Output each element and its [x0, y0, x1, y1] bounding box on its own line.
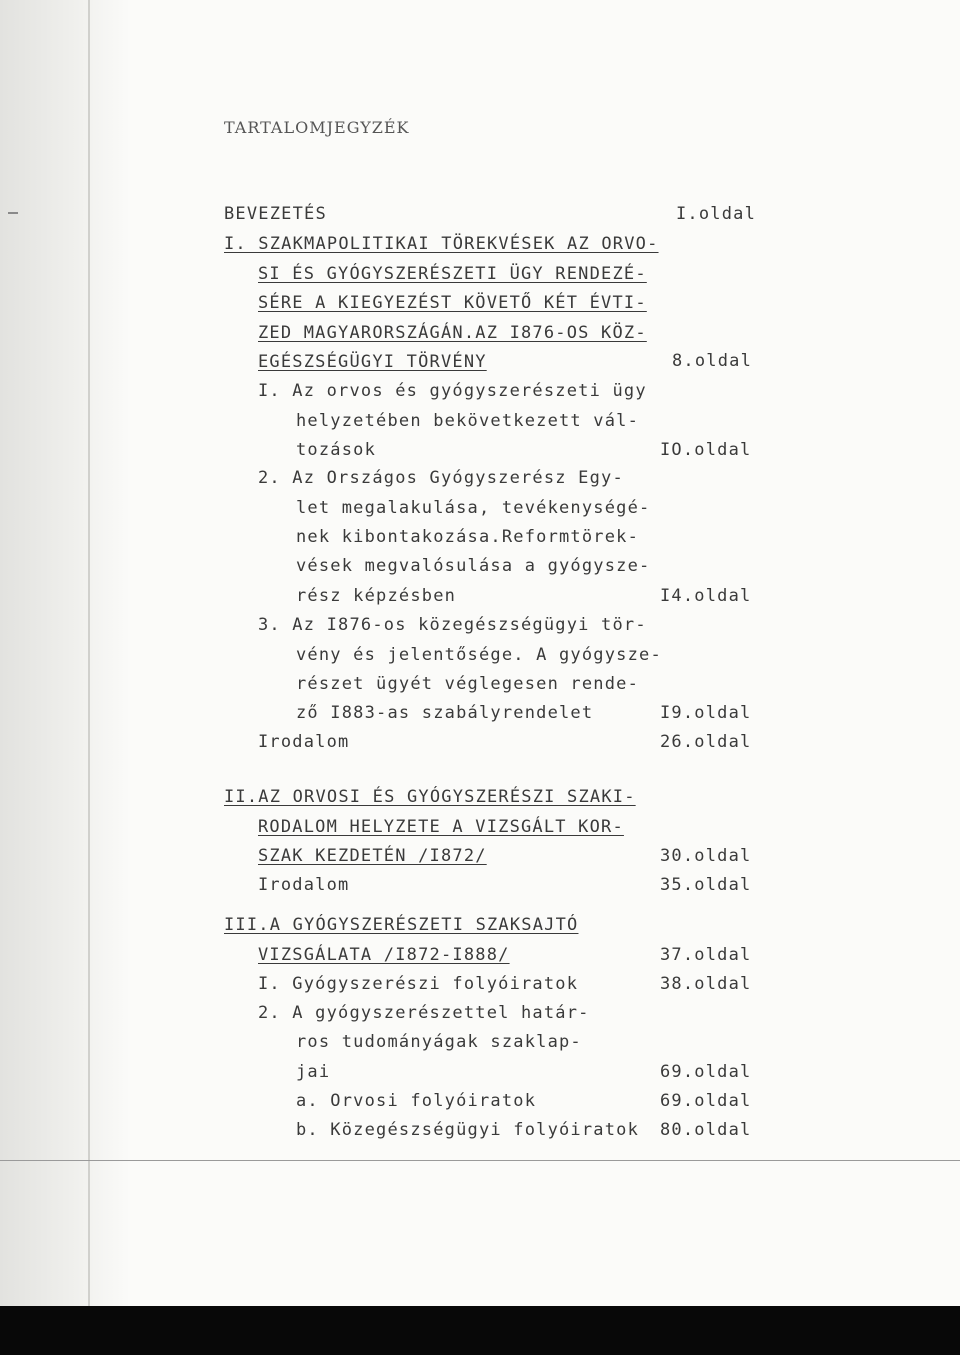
toc-line: I. SZAKMAPOLITIKAI TÖREKVÉSEK AZ ORVO-	[224, 234, 659, 254]
toc-line: 2. A gyógyszerészettel határ-	[258, 1003, 590, 1023]
toc-line: vény és jelentősége. A gyógysze-	[296, 645, 662, 665]
toc-line: ző I883-as szabályrendelet	[296, 703, 594, 723]
toc-line: a. Orvosi folyóiratok	[296, 1091, 537, 1111]
page-number: 80.oldal	[660, 1120, 752, 1140]
toc-line: b. Közegészségügyi folyóiratok	[296, 1120, 640, 1140]
page-number: I4.oldal	[660, 586, 752, 606]
page-number: 26.oldal	[660, 732, 752, 752]
toc-line: I. Gyógyszerészi folyóiratok	[258, 974, 579, 994]
page-number: 38.oldal	[660, 974, 752, 994]
toc-line: EGÉSZSÉGÜGYI TÖRVÉNY	[258, 352, 487, 372]
scan-left-edge	[0, 0, 130, 1355]
toc-line: II.AZ ORVOSI ÉS GYÓGYSZERÉSZI SZAKI-	[224, 787, 636, 807]
toc-line: RODALOM HELYZETE A VIZSGÁLT KOR-	[258, 817, 624, 837]
toc-line: jai	[296, 1062, 331, 1082]
toc-line: SI ÉS GYÓGYSZERÉSZETI ÜGY RENDEZÉ-	[258, 264, 647, 284]
toc-line: rész képzésben	[296, 586, 457, 606]
scan-bottom-edge	[0, 1306, 960, 1355]
page-number: I9.oldal	[660, 703, 752, 723]
toc-line: 3. Az I876-os közegészségügyi tör-	[258, 615, 647, 635]
scan-mark	[8, 212, 18, 214]
toc-line: Irodalom	[258, 732, 350, 752]
page-number: 8.oldal	[672, 351, 753, 371]
toc-line: helyzetében bekövetkezett vál-	[296, 411, 640, 431]
toc-line: VIZSGÁLATA /I872-I888/	[258, 945, 510, 965]
page-title: TARTALOMJEGYZÉK	[224, 118, 410, 137]
toc-line: vések megvalósulása a gyógysze-	[296, 556, 651, 576]
toc-line: I. Az orvos és gyógyszerészeti ügy	[258, 381, 647, 401]
toc-line: SÉRE A KIEGYEZÉST KÖVETŐ KÉT ÉVTI-	[258, 293, 647, 313]
toc-line: BEVEZETÉS	[224, 204, 327, 224]
toc-line: ZED MAGYARORSZÁGÁN.AZ I876-OS KÖZ-	[258, 323, 647, 343]
toc-line: ros tudományágak szaklap-	[296, 1032, 582, 1052]
page-number: 37.oldal	[660, 945, 752, 965]
page-number: IO.oldal	[660, 440, 752, 460]
toc-line: let megalakulása, tevékenységé-	[296, 498, 651, 518]
toc-line: SZAK KEZDETÉN /I872/	[258, 846, 487, 866]
toc-line: nek kibontakozása.Reformtörek-	[296, 527, 640, 547]
page-number: 30.oldal	[660, 846, 752, 866]
page-number: I.oldal	[676, 204, 757, 224]
toc-line: III.A GYÓGYSZERÉSZETI SZAKSAJTÓ	[224, 915, 579, 935]
toc-line: tozások	[296, 440, 377, 460]
page-number: 69.oldal	[660, 1062, 752, 1082]
page-number: 69.oldal	[660, 1091, 752, 1111]
toc-line: részet ügyét véglegesen rende-	[296, 674, 640, 694]
toc-line: 2. Az Országos Gyógyszerész Egy-	[258, 468, 624, 488]
toc-line: Irodalom	[258, 875, 350, 895]
scan-rule	[0, 1160, 960, 1161]
scan-binding-line	[88, 0, 90, 1355]
page-number: 35.oldal	[660, 875, 752, 895]
